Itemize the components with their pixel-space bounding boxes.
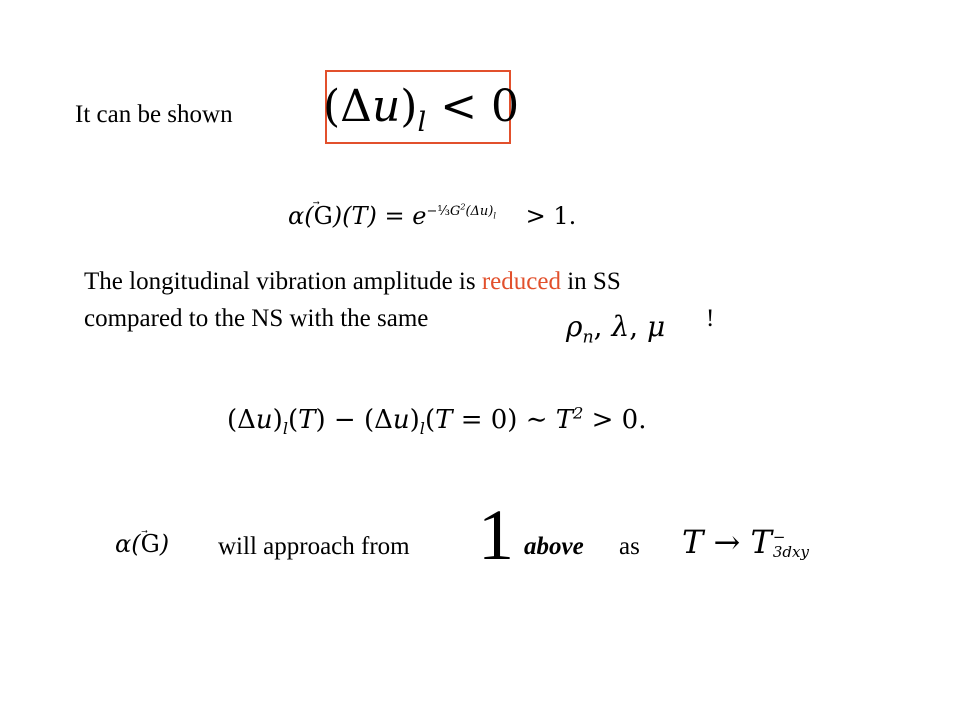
exclamation-mark: ! (706, 305, 715, 332)
will-approach-text: will approach from (218, 533, 410, 560)
rho-lambda-mu-formula: $\rho_n$, λ, μ (566, 310, 666, 348)
big-one: 1 (478, 495, 514, 575)
as-text: as (619, 533, 640, 560)
paragraph-line-2: compared to the NS with the same (84, 305, 429, 332)
limit-formula: T → T − 3dxy (682, 523, 809, 561)
alpha-g-label: α(G) (115, 530, 170, 558)
boxed-formula: $(\Delta u)_l < 0$ (325, 70, 511, 144)
above-text: above (524, 533, 584, 560)
paragraph-text-after: in SS (560, 268, 621, 295)
highlighted-word-reduced: reduced (481, 268, 561, 295)
temperature-difference-equation: $(\Delta u)_l(T) - (\Delta u)_l(T = 0)$ ∼ $T^2 > 0$. (227, 403, 647, 439)
alpha-exponential-equation: $\alpha(G)(T) = e^{-\frac{1}{3}G^2(\Delta u)_l} > 1$. (288, 202, 577, 230)
paragraph-line-1 (84, 267, 621, 297)
paragraph-text-before: The longitudinal vibration amplitude is (84, 268, 482, 295)
intro-text: It can be shown (75, 101, 233, 128)
